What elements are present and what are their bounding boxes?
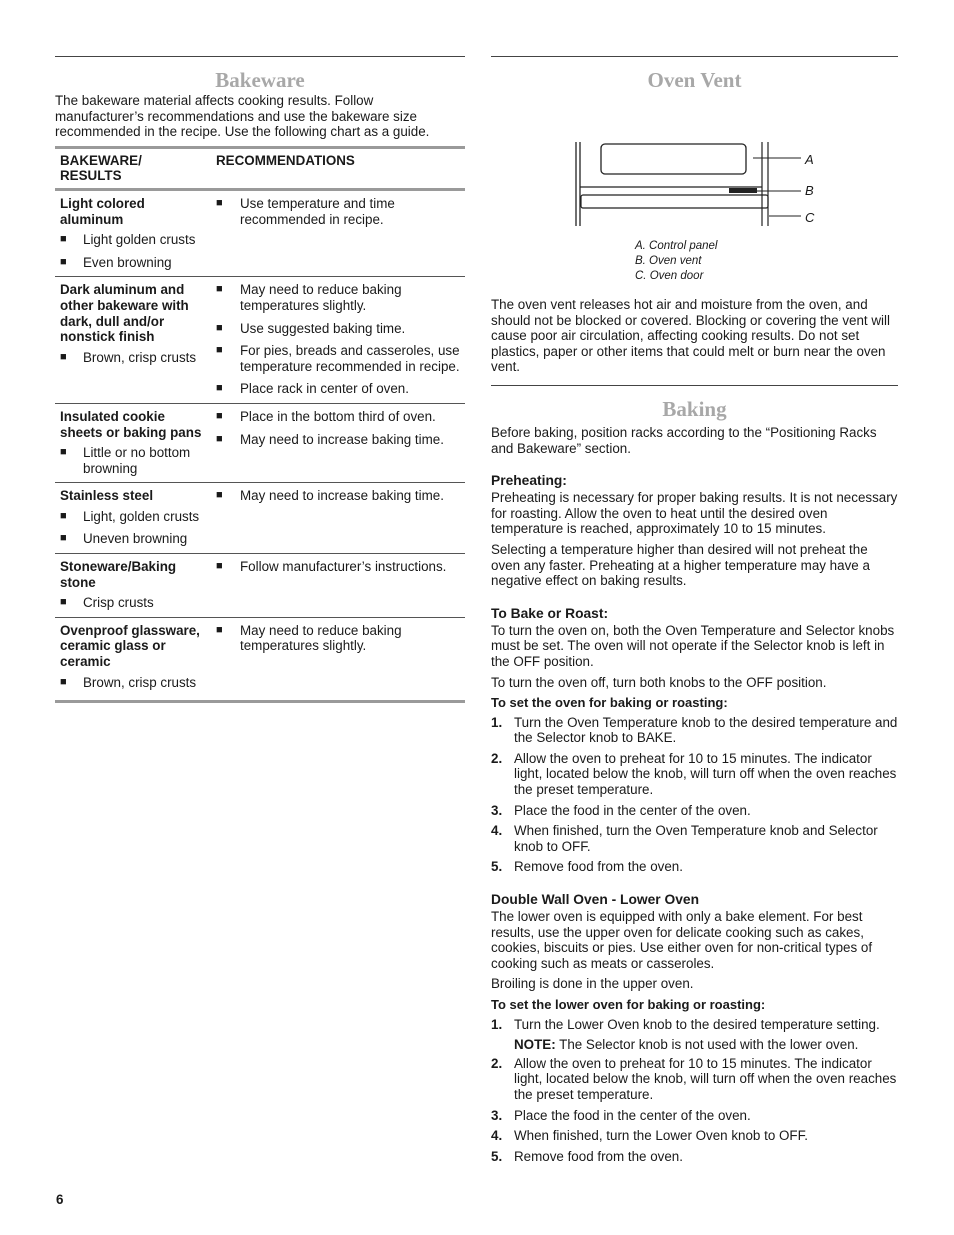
bullet-square-icon: ■: [216, 432, 223, 445]
table-row: [55, 404, 465, 483]
list-item: [491, 823, 898, 854]
recommendation-bullet: [216, 381, 465, 397]
step-text: Place the food in the center of the oven.: [514, 1107, 751, 1123]
bakeware-intro: The bakeware material affects cooking results. Follow manufacturer’s recommendations and use the bakeware size recommended in the recipe. Use the following chart as a guide.: [55, 93, 430, 140]
result-bullet: [60, 445, 210, 476]
bakeware-title: Bakeware: [215, 68, 305, 92]
header-recommendations: RECOMMENDATIONS: [216, 152, 355, 168]
list-item: [491, 751, 898, 798]
recommendation-text: Place in the bottom third of oven.: [240, 408, 436, 424]
bullet-square-icon: ■: [60, 675, 67, 688]
list-item: [491, 1056, 898, 1103]
bakeware-material: Stoneware/Baking stone: [60, 559, 177, 590]
step-text: Allow the oven to preheat for 10 to 15 minutes. The indicator light, located below the knob, will turn off when the oven reaches the preset temperature.: [514, 750, 897, 798]
bullet-square-icon: ■: [60, 596, 67, 609]
preheating-heading: Preheating:: [491, 473, 567, 489]
note-text: The Selector knob is not used with the lower oven.: [555, 1037, 859, 1053]
result-text: Even browning: [83, 254, 172, 270]
bakeware-material: Dark aluminum and other bakeware with dark, dull and/or nonstick finish: [60, 282, 189, 345]
bullet-square-icon: ■: [60, 509, 67, 522]
oven-diagram-illustration: [491, 92, 898, 232]
bullet-square-icon: ■: [216, 560, 223, 573]
list-item: [491, 859, 898, 875]
section-rule: [491, 56, 898, 57]
recommendation-text: May need to increase baking time.: [240, 488, 444, 504]
label-a: A: [805, 152, 814, 167]
bullet-square-icon: ■: [216, 489, 223, 502]
caption-c: C. Oven door: [635, 270, 704, 282]
result-bullet: [60, 255, 210, 271]
step-number: 1.: [491, 1016, 503, 1032]
bullet-square-icon: ■: [216, 196, 223, 209]
oven-vent-diagram: [491, 92, 898, 282]
step-number: 2.: [491, 1055, 503, 1071]
table-row: [55, 483, 465, 554]
bullet-square-icon: ■: [60, 350, 67, 363]
recommendation-bullet: [216, 409, 465, 425]
bakeware-cell: [55, 488, 210, 547]
caption-b: B. Oven vent: [635, 255, 702, 267]
oven-vent-baking-section: [491, 56, 898, 1164]
result-bullet: [60, 509, 210, 525]
recommendation-bullet: [216, 559, 465, 575]
step-text: Remove food from the oven.: [514, 1148, 683, 1164]
recommendation-text: Use temperature and time recommended in recipe.: [240, 195, 395, 227]
step-text: Place the food in the center of the oven.: [514, 802, 751, 818]
recommendations-cell: [210, 559, 465, 611]
bakeware-material: Ovenproof glassware, ceramic glass or ceramic: [60, 622, 200, 670]
bakeware-cell: [55, 409, 210, 476]
list-item: [491, 1108, 898, 1124]
list-item: [491, 1149, 898, 1165]
step-number: 1.: [491, 714, 503, 730]
step-number: 5.: [491, 1148, 503, 1164]
bakeware-table: [55, 146, 465, 703]
step-number: 3.: [491, 1107, 503, 1123]
bullet-square-icon: ■: [216, 344, 223, 357]
result-bullet: [60, 531, 210, 547]
recommendation-bullet: [216, 321, 465, 337]
bullet-square-icon: ■: [60, 255, 67, 268]
table-row: [55, 277, 465, 404]
recommendation-bullet: [216, 623, 465, 654]
recommendations-cell: [210, 488, 465, 547]
recommendation-text: Place rack in center of oven.: [240, 381, 409, 397]
bake-roast-subheading: To set the oven for baking or roasting:: [491, 695, 728, 711]
step-text: When finished, turn the Lower Oven knob to OFF.: [514, 1128, 808, 1144]
bakeware-material: Insulated cookie sheets or baking pans: [60, 408, 202, 440]
recommendation-text: Follow manufacturer’s instructions.: [240, 559, 447, 575]
note-label: NOTE:: [514, 1037, 556, 1053]
bakeware-material: Light colored aluminum: [60, 195, 145, 227]
recommendation-text: May need to reduce baking temperatures slightly.: [240, 282, 402, 313]
header-bakeware: BAKEWARE/ RESULTS: [60, 152, 142, 184]
table-row: [55, 618, 465, 703]
list-item: [491, 1128, 898, 1144]
bake-roast-heading: To Bake or Roast:: [491, 605, 609, 621]
result-bullet: [60, 232, 210, 248]
label-c: C: [805, 210, 815, 225]
recommendation-bullet: [216, 343, 465, 374]
bakeware-cell: [55, 196, 210, 270]
list-item: [491, 803, 898, 819]
step-text: When finished, turn the Oven Temperature knob and Selector knob to OFF.: [514, 823, 878, 854]
step-number: 4.: [491, 1128, 503, 1144]
recommendations-cell: [210, 623, 465, 690]
table-row: [55, 191, 465, 277]
result-text: Light, golden crusts: [83, 508, 200, 524]
bullet-square-icon: ■: [216, 623, 223, 636]
baking-title: Baking: [662, 396, 727, 421]
lower-oven-p2: Broiling is done in the upper oven.: [491, 976, 694, 992]
recommendations-cell: [210, 196, 465, 270]
recommendation-bullet: [216, 196, 465, 227]
result-text: Uneven browning: [83, 531, 188, 547]
lower-oven-heading: Double Wall Oven - Lower Oven: [491, 892, 700, 908]
list-item: [491, 715, 898, 746]
recommendation-bullet: [216, 282, 465, 313]
bakeware-material: Stainless steel: [60, 488, 154, 504]
recommendations-cell: [210, 409, 465, 476]
baking-intro: Before baking, position racks according to the “Positioning Racks and Bakeware” section.: [491, 424, 877, 456]
label-b: B: [805, 183, 814, 198]
result-text: Brown, crisp crusts: [83, 349, 197, 365]
recommendation-text: For pies, breads and casseroles, use temperature recommended in recipe.: [240, 343, 460, 374]
recommendation-text: May need to increase baking time.: [240, 431, 444, 447]
lower-oven-subheading: To set the lower oven for baking or roasting:: [491, 997, 766, 1012]
bake-roast-steps: [491, 715, 898, 875]
table-body: [55, 191, 465, 703]
result-text: Crisp crusts: [83, 595, 154, 611]
result-bullet: [60, 350, 210, 366]
bakeware-cell: [55, 559, 210, 611]
section-rule: [55, 56, 465, 57]
list-item: [491, 1017, 898, 1053]
recommendation-bullet: [216, 432, 465, 448]
preheating-p2: Selecting a temperature higher than desired will not preheat the oven any faster. Preheating at a higher temperature may have a negative effect on baking results.: [491, 541, 870, 589]
bullet-square-icon: ■: [216, 409, 223, 422]
recommendation-text: May need to reduce baking temperatures slightly.: [240, 622, 402, 654]
caption-a: A. Control panel: [635, 240, 718, 252]
step-number: 4.: [491, 823, 503, 839]
step-text: Allow the oven to preheat for 10 to 15 minutes. The indicator light, located below the knob, will turn off when the oven reaches the preset temperature.: [514, 1055, 897, 1102]
bake-roast-p2: To turn the oven off, turn both knobs to the OFF position.: [491, 674, 827, 690]
bullet-square-icon: ■: [216, 283, 223, 296]
bullet-square-icon: ■: [60, 446, 67, 459]
note: [514, 1037, 898, 1053]
lower-oven-steps: [491, 1017, 898, 1165]
diagram-captions: [635, 239, 717, 284]
table-row: [55, 554, 465, 618]
bakeware-cell: [55, 623, 210, 690]
lower-oven-p1: The lower oven is equipped with only a bake element. For best results, use the upper oven for delicate cooking such as cakes, cookies, biscuits or pies. Use either oven for non-critical types of cooking such as meats or casseroles.: [491, 909, 873, 971]
result-text: Little or no bottom browning: [83, 445, 191, 476]
step-number: 5.: [491, 859, 503, 875]
page-number: 6: [56, 1192, 64, 1207]
preheating-p1: Preheating is necessary for proper baking results. It is not necessary for roasting. Allow the oven to heat until the desired oven temperature is reached, approximately 10 to 15 minutes.: [491, 490, 898, 537]
bake-roast-p1: To turn the oven on, both the Oven Temperature and Selector knobs must be set. The oven will not operate if the Selector knob is left in the OFF position.: [491, 622, 895, 669]
recommendations-cell: [210, 282, 465, 397]
result-bullet: [60, 595, 210, 611]
oven-vent-title: Oven Vent: [647, 68, 742, 92]
bullet-square-icon: ■: [60, 532, 67, 545]
bullet-square-icon: ■: [216, 382, 223, 395]
step-text: Remove food from the oven.: [514, 859, 683, 875]
bullet-square-icon: ■: [60, 233, 67, 246]
step-number: 3.: [491, 802, 503, 818]
bakeware-cell: [55, 282, 210, 397]
bullet-square-icon: ■: [216, 321, 223, 334]
section-rule: [491, 385, 898, 386]
recommendation-bullet: [216, 488, 465, 504]
step-text: Turn the Oven Temperature knob to the desired temperature and the Selector knob to BAKE.: [514, 714, 898, 746]
result-text: Light golden crusts: [83, 232, 196, 248]
oven-vent-body: The oven vent releases hot air and moisture from the oven, and should not be blocked or covered. Blocking or covering the vent will cause poor air circulation, affecting cooking results. Do not set plastics, paper or other items that could melt or burn near the oven vent.: [491, 297, 890, 375]
result-bullet: [60, 675, 210, 691]
result-text: Brown, crisp crusts: [83, 674, 197, 690]
table-header: [55, 146, 465, 191]
step-text: Turn the Lower Oven knob to the desired temperature setting.: [514, 1016, 880, 1032]
bakeware-section: [55, 56, 465, 703]
step-number: 2.: [491, 750, 503, 766]
recommendation-text: Use suggested baking time.: [240, 320, 406, 336]
